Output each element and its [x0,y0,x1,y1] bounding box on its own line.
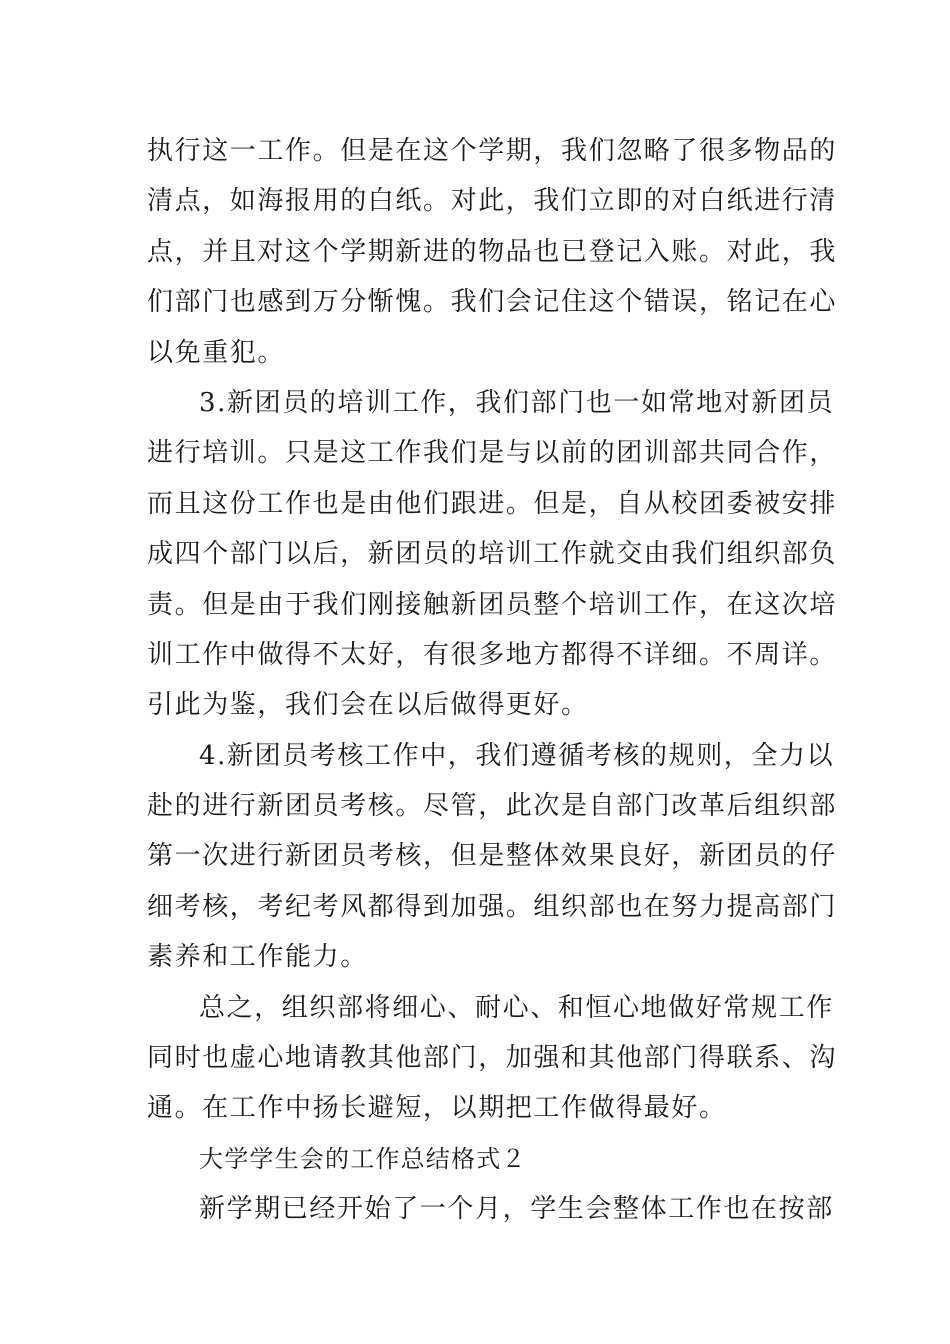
text-line: 以免重犯。 [147,337,286,368]
paragraph-start-line: 新学期已经开始了一个月，学生会整体工作也在按部 [199,1194,834,1225]
text-line: 清点，如海报用的白纸。对此，我们立即的对白纸进行清 [147,186,838,217]
text-line: 进行培训。只是这工作我们是与以前的团训部共同合作， [147,438,838,469]
text-line: 执行这一工作。但是在这个学期，我们忽略了很多物品的 [147,136,838,166]
paragraph-start-line: 3.新团员的培训工作，我们部门也一如常地对新团员 [199,387,835,418]
text-line: 而且这份工作也是由他们跟进。但是，自从校团委被安排 [147,488,838,519]
text-line: 素养和工作能力。 [147,942,368,973]
text-line: 成四个部门以后，新团员的培训工作就交由我们组织部负 [147,539,838,570]
text-line: 训工作中做得不太好，有很多地方都得不详细。不周详。 [147,639,838,670]
text-line: 点，并且对这个学期新进的物品也已登记入账。对此，我 [147,236,838,267]
section-heading: 大学学生会的工作总结格式２ [199,1144,527,1173]
document-body [147,126,838,1235]
paragraph-start-line: 总之，组织部将细心、耐心、和恒心地做好常规工作 [199,992,834,1023]
text-line: 责。但是由于我们刚接触新团员整个培训工作，在这次培 [147,589,838,620]
text-line: 引此为鉴，我们会在以后做得更好。 [147,690,589,721]
paragraph-start-line: 4.新团员考核工作中，我们遵循考核的规则，全力以 [199,740,835,771]
text-line: 赴的进行新团员考核。尽管，此次是自部门改革后组织部 [147,791,838,822]
text-line: 通。在工作中扬长避短，以期把工作做得最好。 [147,1093,727,1124]
text-line: 们部门也感到万分惭愧。我们会记住这个错误，铭记在心 [147,287,838,318]
text-line: 第一次进行新团员考核，但是整体效果良好，新团员的仔 [147,841,838,872]
text-line: 同时也虚心地请教其他部门，加强和其他部门得联系、沟 [147,1043,838,1074]
text-line: 细考核，考纪考风都得到加强。组织部也在努力提高部门 [147,891,838,922]
